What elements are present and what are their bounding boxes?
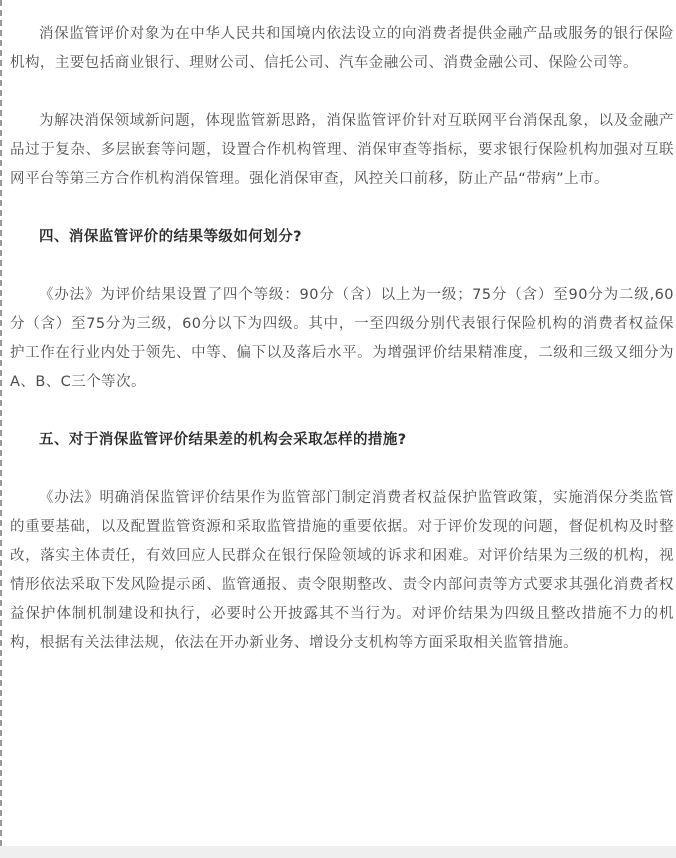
paragraph-spacer [10,397,674,426]
section-heading-result-levels: 四、消保监管评价的结果等级如何划分? [39,229,303,245]
section-heading-measures: 五、对于消保监管评价结果差的机构会采取怎样的措施? [39,432,407,448]
paragraph-evaluation-scope: 消保监管评价对象为在中华人民共和国境内依法设立的向消费者提供金融产品或服务的银行保险机构，主要包括商业银行、理财公司、信托公司、汽车金融公司、消费金融公司、保险公司等。 [10,26,674,71]
paragraph-spacer [10,194,674,223]
paragraph-spacer [10,252,674,281]
article-body [10,20,674,658]
paragraph-result-levels: 《办法》为评价结果设置了四个等级：90分（含）以上为一级；75分（含）至90分为二级,60分（含）至75分为三级，60分以下为四级。其中，一至四级分别代表银行保险机构的消费者权益保护工作在行业内处于领先、中等、偏下以及落后水平。为增强评价结果精准度，二级和三级又细分为A、B、C三个等次。 [10,287,674,390]
bottom-divider-bar [0,846,676,858]
paragraph-measures: 《办法》明确消保监管评价结果作为监管部门制定消费者权益保护监管政策，实施消保分类监管的重要基础，以及配置监管资源和采取监管措施的重要依据。对于评价发现的问题，督促机构及时整改，落实主体责任，有效回应人民群众在银行保险领域的诉求和困难。对评价结果为三级的机构，视情形依法采取下发风险提示函、监管通报、责令限期整改、责令内部问责等方式要求其强化消费者权益保护体制机制建设和执行，必要时公开披露其不当行为。对评价结果为四级且整改措施不力的机构，根据有关法律法规，依法在开办新业务、增设分支机构等方面采取相关监管措施。 [10,490,674,651]
paragraph-new-issues: 为解决消保领域新问题，体现监管新思路，消保监管评价针对互联网平台消保乱象，以及金融产品过于复杂、多层嵌套等问题，设置合作机构管理、消保审查等指标，要求银行保险机构加强对互联网平台等第三方合作机构消保管理。强化消保审查，风控关口前移，防止产品“带病”上市。 [10,113,674,187]
paragraph-spacer [10,455,674,484]
paragraph-spacer [10,78,674,107]
